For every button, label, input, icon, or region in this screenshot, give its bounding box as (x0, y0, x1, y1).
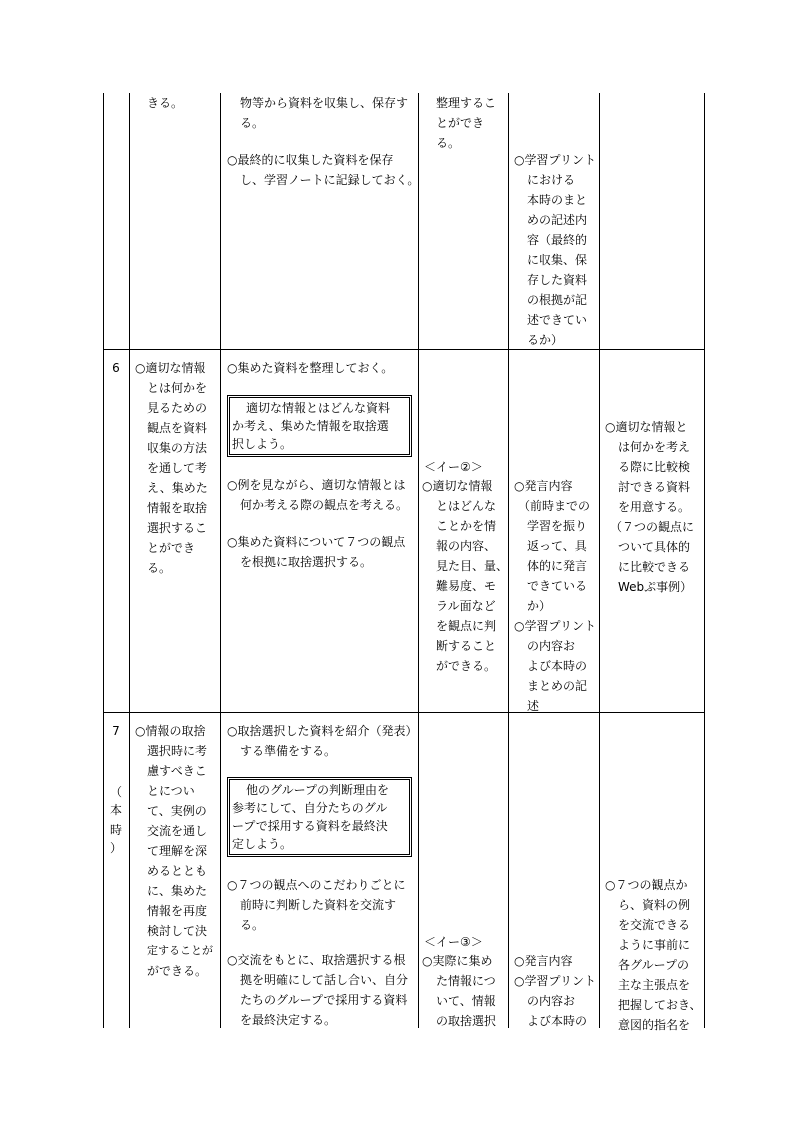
viewpoint-line: いて、情報 (436, 994, 496, 1008)
evaluation-line: か） (527, 599, 552, 613)
objective-line: に、集めた (147, 884, 208, 898)
viewpoint-line: ラル面など (436, 599, 496, 613)
viewpoint-line: ことかを情 (436, 519, 497, 533)
support-line: は何かを考え (618, 440, 691, 454)
evaluation-line: 述できてい (527, 313, 588, 327)
evaluation-line: ○学習プリント (514, 974, 596, 988)
objective-line: とは何かを (147, 381, 208, 395)
objective-line: ○情報の取捨 (135, 724, 206, 738)
task-box (227, 395, 412, 457)
activity-line: を根拠に取捨選択する。 (240, 555, 373, 569)
activity-line: する準備をする。 (240, 744, 337, 758)
table-col-divider-3 (418, 93, 419, 1028)
objective-line: 選択するこ (147, 521, 208, 535)
lesson-marker: 本 (109, 803, 122, 817)
task-box (227, 777, 412, 857)
activity-line: ○７つの観点へのこだわりごとに (227, 878, 406, 892)
activity-line: 拠を明確にして話し合い、自分 (240, 973, 409, 987)
evaluation-line: （前時までの (518, 499, 591, 513)
table-col-divider-4 (508, 93, 509, 1028)
activity-line: ○交流をもとに、取捨選択する根 (227, 953, 406, 967)
table-col-divider-2 (220, 93, 221, 1028)
support-line: を用意する。 (618, 500, 691, 514)
activity-line: 前時に判断した資料を交流す (240, 898, 397, 912)
row-divider-2 (103, 712, 705, 713)
objective-line: めるととも (147, 864, 208, 878)
evaluation-line: ○学習プリント (514, 153, 596, 167)
viewpoint-line: 断すること (436, 639, 497, 653)
task-box-line: 定しよう。 (232, 837, 293, 851)
viewpoint-line: を観点に判 (436, 619, 497, 633)
evaluation-line: めの記述内 (527, 213, 588, 227)
activity-line: る。 (240, 116, 265, 130)
evaluation-line: 容（最終的 (527, 233, 588, 247)
task-box-line: ープで採用する資料を最終決 (232, 819, 388, 833)
objective-line: ○適切な情報 (135, 361, 206, 375)
task-box-line: 参考にして、自分たちのグル (232, 801, 388, 815)
evaluation-line: 本時のまと (527, 193, 588, 207)
evaluation-line: に収集、保 (527, 253, 588, 267)
lesson-marker: 時 (109, 823, 122, 837)
activity-line: し、学習ノートに記録しておく。 (240, 173, 420, 187)
lesson-marker: ） (109, 841, 122, 855)
table-col-divider-5 (599, 93, 600, 1028)
activity-line: 物等から資料を収集し、保存す (240, 96, 409, 110)
support-line: 意図的指名を (618, 1018, 691, 1032)
support-line: に比較できる (618, 560, 691, 574)
table-border-right (704, 93, 705, 1028)
viewpoint-line: とができ (436, 116, 485, 130)
support-line: （７つの観点に (610, 520, 695, 534)
viewpoint-line: 見た目、量、 (436, 559, 509, 573)
objective-line: え、集めた (147, 481, 208, 495)
support-line: ら、資料の例 (618, 898, 691, 912)
activity-line: ○最終的に収集した資料を保存 (227, 153, 394, 167)
objective-line: きる。 (147, 96, 184, 110)
support-line: を交流できる (618, 918, 691, 932)
objective-line: を通して考 (147, 461, 208, 475)
evaluation-line: 存した資料 (527, 273, 588, 287)
objective-line: 見るための (147, 401, 208, 415)
support-line: ついて具体的 (618, 540, 691, 554)
lesson-marker: （ (109, 785, 122, 799)
objective-line: とについ (147, 784, 195, 798)
viewpoint-line: 報の内容、 (436, 539, 497, 553)
evaluation-line: 体的に発言 (527, 559, 588, 573)
activity-line: ○例を見ながら、適切な情報とは (227, 478, 406, 492)
evaluation-line: の内容お (527, 639, 576, 653)
evaluation-line: ○発言内容 (514, 954, 573, 968)
evaluation-line: における (527, 173, 576, 187)
objective-line: 観点を資料 (147, 421, 208, 435)
support-line: 主な主張点を (618, 978, 691, 992)
objective-line: 検討して決 (147, 924, 208, 938)
activity-line: ○集めた資料を整理しておく。 (227, 361, 394, 375)
evaluation-line: の根拠が記 (527, 293, 588, 307)
evaluation-line: るか） (527, 333, 564, 347)
evaluation-line: まとめの記 (527, 679, 588, 693)
viewpoint-line: とはどんな (436, 499, 497, 513)
objective-line: 収集の方法 (147, 441, 208, 455)
objective-line: て、実例の (147, 804, 207, 818)
task-box-line: 他のグループの判断理由を (246, 783, 390, 797)
activity-line: ○集めた資料について７つの観点 (227, 535, 406, 549)
viewpoint-line: る。 (436, 136, 461, 150)
row-divider-1 (103, 349, 705, 350)
objective-line: 情報を取捨 (147, 501, 208, 515)
support-line: る際に比較検 (618, 460, 691, 474)
viewpoint-line: の取捨選択 (436, 1014, 497, 1028)
support-line: Webぷ事例） (618, 580, 693, 594)
evaluation-line: できている (527, 579, 588, 593)
lesson-number: 6 (112, 361, 120, 375)
objective-line: とができ (147, 541, 196, 555)
activity-line: ○取捨選択した資料を紹介（発表） (227, 724, 418, 738)
evaluation-line: よび本時の (527, 659, 588, 673)
lesson-number: 7 (112, 724, 120, 738)
objective-line: る。 (147, 561, 172, 575)
activity-line: たちのグループで採用する資料 (240, 993, 408, 1007)
task-box-line: 適切な情報とはどんな資料 (246, 401, 391, 415)
activity-line: 何か考える際の観点を考える。 (240, 498, 409, 512)
objective-line: て理解を深 (147, 844, 208, 858)
objective-line: 情報を再度 (147, 904, 208, 918)
evaluation-line: 学習を振り (527, 519, 588, 533)
evaluation-line: ○発言内容 (514, 479, 573, 493)
activity-line: を最終決定する。 (240, 1013, 337, 1027)
evaluation-line: 述 (527, 699, 540, 713)
evaluation-line: 返って、具 (527, 539, 587, 553)
objective-line: 交流を通し (147, 824, 208, 838)
support-line: 討できる資料 (618, 480, 691, 494)
viewpoint-line: 整理するこ (436, 96, 497, 110)
table-col-divider-1 (129, 93, 130, 1028)
objective-line: 慮すべきこ (147, 764, 207, 778)
viewpoint-line: 難易度、モ (436, 579, 497, 593)
support-line: 各グループの (618, 958, 690, 972)
table-border-left (103, 93, 104, 1028)
objective-line: 定することが (147, 944, 213, 957)
support-line: ように事前に (618, 938, 691, 952)
support-line: ○適切な情報と (605, 420, 688, 434)
evaluation-line: ○学習プリント (514, 619, 596, 633)
viewpoint-line: ができる。 (436, 659, 497, 673)
activity-line: る。 (240, 918, 265, 932)
evaluation-line: よび本時の (527, 1014, 588, 1028)
viewpoint-line: た情報につ (436, 974, 496, 988)
viewpoint-line: ○適切な情報 (422, 479, 493, 493)
objective-line: ができる。 (147, 964, 208, 978)
support-line: ○７つの観点か (605, 878, 688, 892)
task-box-line: か考え、集めた情報を取捨選 (232, 419, 389, 433)
evaluation-line: の内容お (527, 994, 576, 1008)
viewpoint-line: ○実際に集め (422, 954, 493, 968)
support-line: 把握しておき、 (618, 998, 702, 1012)
objective-line: 選択時に考 (147, 744, 208, 758)
viewpoint-line: ＜イー②＞ (424, 460, 483, 474)
task-box-line: 択しよう。 (232, 437, 293, 451)
viewpoint-line: ＜イー③＞ (424, 935, 483, 949)
